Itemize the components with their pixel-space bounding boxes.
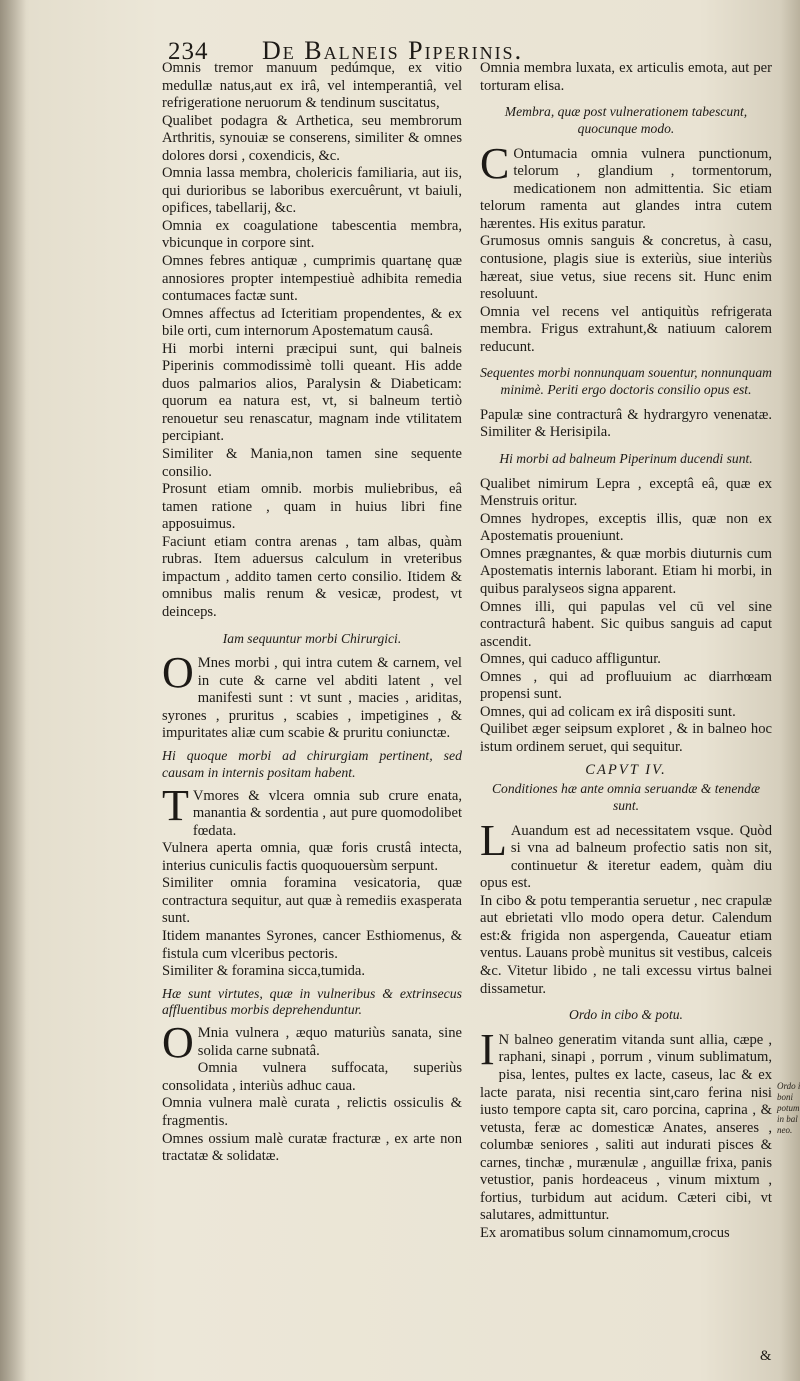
paragraph: Omnes, qui caduco affliguntur. [480, 651, 661, 668]
paragraph-text: Mnes morbi , qui intra cutem & carnem, vel in cute & carne vel abditi latent , vel manifesti sunt : vt sunt , macies , ariditas, syrones , pruritus , scabies , impetigines , & impuritates aliæ cum scabie & pruritu coniunctæ. [162, 655, 462, 742]
drop-capital: T [162, 780, 189, 830]
paragraph: Faciunt etiam contra arenas , tam albas, quàm rubras. Item aduersus calculum in vreteribus impactum , addito tamen certo consilio. Itidem & omnibus malis renum & vesicæ, prodest, vt deinceps. [162, 533, 462, 620]
section-heading: Iam sequuntur morbi Chirurgici. [222, 630, 402, 646]
page-number: 234 [168, 38, 209, 65]
paragraph: Vulnera aperta omnia, quæ foris crustâ intecta, interius cuniculis factis quoquouersùm serpunt. [162, 840, 462, 874]
paragraph: Omnes ossium malè curatæ fracturæ , ex arte non tractatæ & solidatæ. [162, 1130, 462, 1165]
section-heading: Membra, quæ post vulnerationem tabescunt, quocunque modo. [504, 104, 748, 136]
paragraph-with-initial [162, 648, 462, 743]
section-heading: Hi morbi ad balneum Piperinum ducendi sunt. [499, 450, 753, 466]
paragraph-with-initial [480, 138, 772, 234]
drop-capital: I [480, 1024, 495, 1074]
chapter-subtitle: Conditiones hæ ante omnia seruandæ & tenendæ sunt. [491, 781, 761, 813]
margin-note: Ordo i boni potum in bal neo. [777, 1081, 800, 1135]
chapter-heading: CAPVT IV. [585, 762, 667, 779]
paragraph: Itidem manantes Syrones, cancer Esthiomenus, & fistula cum vlceribus pectoris. [162, 928, 462, 962]
paragraph: Omnia vel recens vel antiquitùs refrigerata membra. Frigus extrahunt,& natiuum calorem reducunt. [480, 303, 772, 355]
paragraph-text: Mnia vulnera , æquo maturiùs sanata, sine solida carne subnatâ. [197, 1025, 462, 1059]
paragraph: Quilibet æger seipsum exploret , & in balneo hoc istum ordinem seruet, qui sequitur. [480, 721, 772, 755]
right-column [480, 60, 772, 1242]
paragraph-text: Ontumacia omnia vulnera punctionum, telorum , glandium , tormentorum, medicationem non admittentia. Sic etiam telorum ramenta aut glandes intra cutem hærentes. His exitus paratur. [480, 145, 772, 232]
paragraph: Omnia vulnera malè curata , relictis ossiculis & fragmentis. [162, 1095, 462, 1129]
drop-capital: O [162, 648, 194, 698]
paragraph-with-initial [480, 815, 772, 893]
paragraph: Omnes febres antiquæ , cumprimis quartanę quæ annosiores propter intempestiuè adhibita remedia contumaces factæ sunt. [162, 253, 462, 305]
paragraph: Grumosus omnis sanguis & concretus, à casu, contusione, plagis siue is exteriùs, siue interiùs hæreat, siue vetus, siue recens sit. Hunc enim resoluunt. [480, 233, 772, 303]
paragraph-text: N balneo generatim vitanda sunt allia, cæpe , raphani, sinapi , porrum , vinum sublimatum, pisa, lentes, pultes ex lacte, caseus, lac & ex lacte parata, nisi recentia sint,caro ferina nisi iusto tempore capta sit, caro porcina, caprina , & vetusta, feræ ac domesticæ Anates, anseres , columbæ seniores , saliti aut indurati pisces & carnes, tinchæ , murænulæ , anguillæ frixa, panis vetustior, panis hordeaceus , vinum mixtum , fortius, turbidum aut acidum. Cæteri cibi, vt salutares, admittuntur. [480, 1031, 772, 1224]
paragraph: Omnes illi, qui papulas vel cū vel sine contracturâ habent. Sic quibus sanguis ad caput ascendit. [480, 598, 772, 650]
paragraph: Hi morbi interni præcipui sunt, qui balneis Piperinis commodissimè tolli queant. His adde duos palmarios alios, Paralysin & Diabeticam: quorum ea natura est, vt, si balneum tertiò renouetur seu renascatur, magnam inde vtilitatem percipiant. [162, 340, 462, 445]
left-column [162, 60, 462, 1166]
paragraph-text: Vmores & vlcera omnia sub crure enata, manantia & sordentia , aut pure quomodolibet fœdata. [192, 787, 462, 839]
paragraph: Omnis tremor manuum pedúmque, ex vitio medullæ natus,aut ex irâ, vel intemperantiâ, vel refrigeratione neruorum & tendinum suscitatus, [162, 60, 462, 112]
paragraph: Omnia lassa membra, cholericis familiaria, aut iis, qui durioribus se laboribus exercuêrunt, vt baiuli, opifices, tabellarij, &c. [162, 165, 462, 217]
paragraph: Ex aromatibus solum cinnamomum,crocus [480, 1224, 730, 1241]
section-heading: Ordo in cibo & potu. [569, 1007, 683, 1023]
paragraph: Similiter & Mania,non tamen sine sequente consilio. [162, 446, 462, 480]
paragraph: Papulæ sine contracturâ & hydrargyro venenatæ. Similiter & Herisipila. [480, 406, 772, 441]
section-heading: Sequentes morbi nonnunquam souentur, nonnunquam minimè. Periti ergo doctoris consilio opus est. [480, 365, 772, 398]
paragraph: Omnia vulnera suffocata, superiùs consolidata , interiùs adhuc caua. [162, 1060, 462, 1094]
drop-capital: O [162, 1018, 194, 1068]
paragraph: Omnia ex coagulatione tabescentia membra, vbicunque in corpore sint. [162, 217, 462, 252]
paragraph: Prosunt etiam omnib. morbis muliebribus, eâ tamen ratione , quam in huius libri fine apposuimus. [162, 481, 462, 533]
paragraph-text: Auandum est ad necessitatem vsque. Quòd si vna ad balneum profectio satis non sit, continuetur & iteretur eadem, quàm diu opus est. [480, 822, 772, 892]
paragraph-with-initial [480, 1024, 772, 1225]
paragraph: Omnes affectus ad Icteritiam propendentes, & ex bile orti, cum internorum Apostematum causâ. [162, 305, 462, 340]
paragraph-with-initial [162, 780, 462, 841]
paragraph: Omnes , qui ad profluuium ac diarrhœam propensi sunt. [480, 668, 772, 703]
paragraph: Omnes, qui ad colicam ex irâ dispositi sunt. [480, 703, 736, 720]
section-heading: Hi quoque morbi ad chirurgiam pertinent, sed causam in internis positam habent. [162, 748, 462, 780]
catchword: & [760, 1348, 772, 1364]
section-heading: Hæ sunt virtutes, quæ in vulneribus & extrinsecus affluentibus morbis deprehenduntur. [162, 985, 462, 1018]
drop-capital: L [480, 815, 507, 865]
paragraph: Similiter omnia foramina vesicatoria, quæ contractura sequitur, aut quæ à remediis exasperata sunt. [162, 875, 462, 927]
paragraph: Qualibet podagra & Arthetica, seu membrorum Arthritis, synouiæ se conserens, similiter & omnes dolores dorsi , coxendicis, &c. [162, 112, 462, 164]
paragraph: In cibo & potu temperantia seruetur , nec crapulæ aut ebrietati vllo modo opera detur. Calendum est:& frigida non aspergenda, Caueatur etiam ventus. Lauans probè munitus sit vestibus, calceis &c. Vitetur libido , ne tali excessu virtus balnei dissametur. [480, 892, 772, 997]
spine-shadow [0, 0, 26, 1381]
paragraph: Omnes hydropes, exceptis illis, quæ non ex Apostematis proueniunt. [480, 510, 772, 545]
paragraph: Omnia membra luxata, ex articulis emota, aut per torturam elisa. [480, 60, 772, 94]
paragraph-with-initial [162, 1018, 462, 1068]
drop-capital: C [480, 138, 510, 188]
paragraph: Omnes prægnantes, & quæ morbis diuturnis cum Apostematis internis laborant. Etiam hi morbi, in quibus paralyseos signa apparent. [480, 545, 772, 598]
paragraph: Similiter & foramina sicca,tumida. [162, 963, 366, 980]
paragraph: Qualibet nimirum Lepra , exceptâ eâ, quæ ex Menstruis oritur. [480, 475, 772, 510]
running-title: De Balneis Piperinis. [262, 36, 524, 65]
